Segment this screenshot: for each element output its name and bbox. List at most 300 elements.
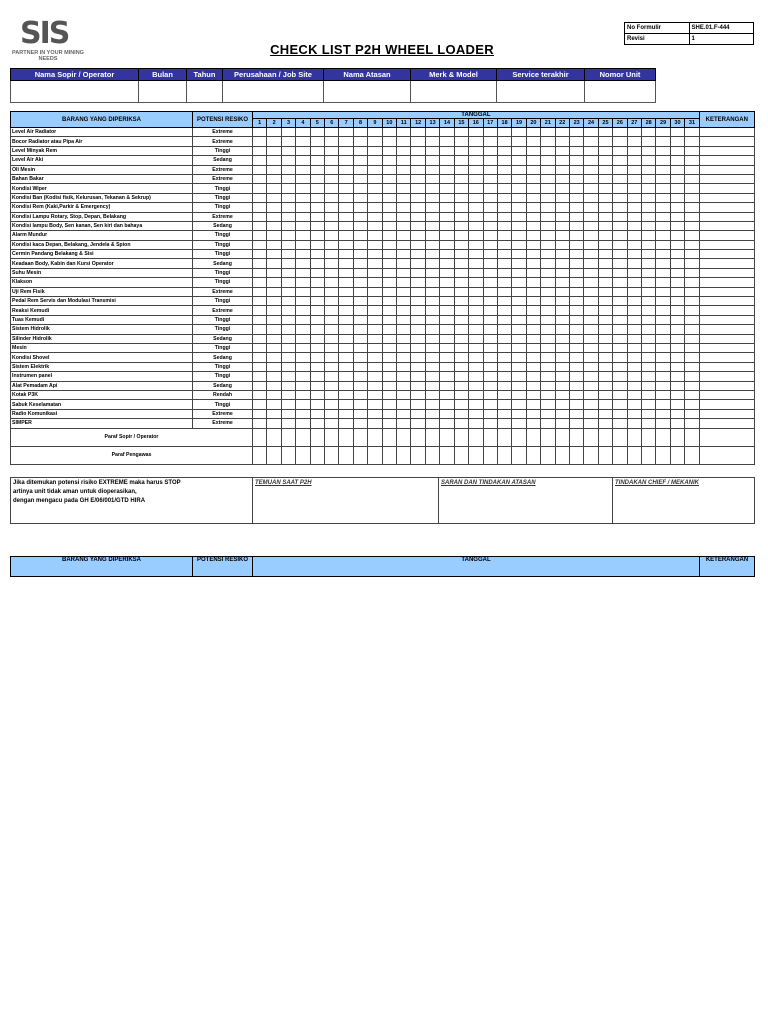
date-cell[interactable]	[656, 428, 670, 446]
date-cell[interactable]	[685, 419, 700, 428]
date-cell[interactable]	[382, 240, 396, 249]
date-cell[interactable]	[469, 231, 483, 240]
date-cell[interactable]	[627, 268, 641, 277]
date-cell[interactable]	[598, 203, 612, 212]
date-cell[interactable]	[339, 419, 353, 428]
date-cell[interactable]	[368, 343, 382, 352]
date-cell[interactable]	[526, 137, 540, 146]
date-cell[interactable]	[627, 446, 641, 464]
info-field[interactable]	[324, 81, 411, 103]
date-cell[interactable]	[267, 419, 281, 428]
date-cell[interactable]	[627, 419, 641, 428]
date-cell[interactable]	[411, 390, 425, 399]
date-cell[interactable]	[569, 390, 583, 399]
date-cell[interactable]	[325, 372, 339, 381]
date-cell[interactable]	[584, 362, 598, 371]
date-cell[interactable]	[497, 297, 511, 306]
date-cell[interactable]	[454, 137, 468, 146]
date-cell[interactable]	[325, 428, 339, 446]
date-cell[interactable]	[569, 137, 583, 146]
date-cell[interactable]	[656, 334, 670, 343]
date-cell[interactable]	[296, 231, 310, 240]
date-cell[interactable]	[613, 306, 627, 315]
date-cell[interactable]	[641, 315, 655, 324]
date-cell[interactable]	[584, 409, 598, 418]
date-cell[interactable]	[339, 240, 353, 249]
date-cell[interactable]	[353, 203, 367, 212]
date-cell[interactable]	[267, 446, 281, 464]
date-cell[interactable]	[353, 362, 367, 371]
date-cell[interactable]	[641, 212, 655, 221]
date-cell[interactable]	[368, 400, 382, 409]
date-cell[interactable]	[267, 287, 281, 296]
date-cell[interactable]	[281, 409, 295, 418]
date-cell[interactable]	[382, 353, 396, 362]
date-cell[interactable]	[670, 315, 684, 324]
notes-cell[interactable]	[699, 381, 754, 390]
date-cell[interactable]	[483, 446, 497, 464]
notes-cell[interactable]	[699, 278, 754, 287]
date-cell[interactable]	[670, 165, 684, 174]
date-cell[interactable]	[425, 419, 439, 428]
date-cell[interactable]	[613, 334, 627, 343]
date-cell[interactable]	[598, 400, 612, 409]
date-cell[interactable]	[670, 381, 684, 390]
date-cell[interactable]	[310, 446, 324, 464]
date-cell[interactable]	[382, 203, 396, 212]
date-cell[interactable]	[382, 362, 396, 371]
date-cell[interactable]	[267, 203, 281, 212]
date-cell[interactable]	[310, 306, 324, 315]
date-cell[interactable]	[627, 240, 641, 249]
date-cell[interactable]	[541, 381, 555, 390]
date-cell[interactable]	[670, 419, 684, 428]
date-cell[interactable]	[425, 287, 439, 296]
date-cell[interactable]	[253, 334, 267, 343]
date-cell[interactable]	[584, 184, 598, 193]
date-cell[interactable]	[641, 343, 655, 352]
date-cell[interactable]	[512, 419, 526, 428]
date-cell[interactable]	[483, 409, 497, 418]
date-cell[interactable]	[310, 334, 324, 343]
date-cell[interactable]	[656, 250, 670, 259]
date-cell[interactable]	[454, 193, 468, 202]
date-cell[interactable]	[512, 315, 526, 324]
date-cell[interactable]	[598, 278, 612, 287]
date-cell[interactable]	[483, 381, 497, 390]
date-cell[interactable]	[584, 390, 598, 399]
date-cell[interactable]	[526, 165, 540, 174]
date-cell[interactable]	[670, 278, 684, 287]
date-cell[interactable]	[613, 446, 627, 464]
date-cell[interactable]	[296, 334, 310, 343]
date-cell[interactable]	[353, 372, 367, 381]
date-cell[interactable]	[627, 231, 641, 240]
date-cell[interactable]	[656, 353, 670, 362]
date-cell[interactable]	[353, 259, 367, 268]
date-cell[interactable]	[670, 287, 684, 296]
date-cell[interactable]	[483, 174, 497, 183]
date-cell[interactable]	[339, 287, 353, 296]
date-cell[interactable]	[497, 193, 511, 202]
date-cell[interactable]	[526, 343, 540, 352]
date-cell[interactable]	[411, 343, 425, 352]
date-cell[interactable]	[497, 400, 511, 409]
date-cell[interactable]	[598, 315, 612, 324]
date-cell[interactable]	[397, 287, 411, 296]
date-cell[interactable]	[440, 419, 454, 428]
date-cell[interactable]	[555, 419, 569, 428]
date-cell[interactable]	[382, 165, 396, 174]
date-cell[interactable]	[569, 184, 583, 193]
date-cell[interactable]	[483, 315, 497, 324]
date-cell[interactable]	[425, 250, 439, 259]
date-cell[interactable]	[454, 231, 468, 240]
date-cell[interactable]	[483, 400, 497, 409]
date-cell[interactable]	[296, 184, 310, 193]
date-cell[interactable]	[555, 221, 569, 230]
date-cell[interactable]	[411, 250, 425, 259]
date-cell[interactable]	[584, 128, 598, 137]
date-cell[interactable]	[512, 381, 526, 390]
date-cell[interactable]	[627, 250, 641, 259]
date-cell[interactable]	[325, 409, 339, 418]
notes-cell[interactable]	[699, 174, 754, 183]
date-cell[interactable]	[253, 297, 267, 306]
date-cell[interactable]	[555, 428, 569, 446]
date-cell[interactable]	[382, 334, 396, 343]
date-cell[interactable]	[555, 259, 569, 268]
date-cell[interactable]	[353, 343, 367, 352]
date-cell[interactable]	[310, 278, 324, 287]
date-cell[interactable]	[425, 353, 439, 362]
date-cell[interactable]	[569, 446, 583, 464]
notes-cell[interactable]	[699, 325, 754, 334]
date-cell[interactable]	[353, 240, 367, 249]
date-cell[interactable]	[497, 343, 511, 352]
date-cell[interactable]	[253, 212, 267, 221]
date-cell[interactable]	[411, 156, 425, 165]
date-cell[interactable]	[555, 193, 569, 202]
date-cell[interactable]	[411, 334, 425, 343]
date-cell[interactable]	[541, 428, 555, 446]
date-cell[interactable]	[526, 325, 540, 334]
date-cell[interactable]	[569, 315, 583, 324]
date-cell[interactable]	[411, 362, 425, 371]
date-cell[interactable]	[469, 268, 483, 277]
date-cell[interactable]	[641, 156, 655, 165]
date-cell[interactable]	[584, 306, 598, 315]
date-cell[interactable]	[368, 334, 382, 343]
date-cell[interactable]	[541, 400, 555, 409]
date-cell[interactable]	[497, 390, 511, 399]
date-cell[interactable]	[253, 184, 267, 193]
date-cell[interactable]	[353, 297, 367, 306]
date-cell[interactable]	[425, 268, 439, 277]
date-cell[interactable]	[469, 278, 483, 287]
date-cell[interactable]	[353, 212, 367, 221]
date-cell[interactable]	[512, 268, 526, 277]
date-cell[interactable]	[454, 287, 468, 296]
date-cell[interactable]	[440, 334, 454, 343]
date-cell[interactable]	[267, 306, 281, 315]
date-cell[interactable]	[541, 343, 555, 352]
date-cell[interactable]	[555, 400, 569, 409]
notes-cell[interactable]	[699, 409, 754, 418]
notes-cell[interactable]	[699, 203, 754, 212]
date-cell[interactable]	[296, 278, 310, 287]
date-cell[interactable]	[281, 231, 295, 240]
date-cell[interactable]	[281, 419, 295, 428]
findings-field[interactable]	[253, 478, 439, 524]
date-cell[interactable]	[541, 212, 555, 221]
date-cell[interactable]	[641, 221, 655, 230]
date-cell[interactable]	[310, 193, 324, 202]
date-cell[interactable]	[598, 419, 612, 428]
date-cell[interactable]	[440, 268, 454, 277]
date-cell[interactable]	[310, 428, 324, 446]
date-cell[interactable]	[454, 259, 468, 268]
date-cell[interactable]	[584, 212, 598, 221]
date-cell[interactable]	[569, 128, 583, 137]
date-cell[interactable]	[397, 315, 411, 324]
date-cell[interactable]	[656, 128, 670, 137]
date-cell[interactable]	[483, 419, 497, 428]
date-cell[interactable]	[526, 409, 540, 418]
date-cell[interactable]	[598, 297, 612, 306]
notes-cell[interactable]	[699, 184, 754, 193]
date-cell[interactable]	[397, 446, 411, 464]
date-cell[interactable]	[397, 334, 411, 343]
date-cell[interactable]	[598, 137, 612, 146]
date-cell[interactable]	[483, 268, 497, 277]
date-cell[interactable]	[353, 165, 367, 174]
date-cell[interactable]	[267, 268, 281, 277]
date-cell[interactable]	[656, 174, 670, 183]
date-cell[interactable]	[656, 419, 670, 428]
date-cell[interactable]	[469, 446, 483, 464]
date-cell[interactable]	[296, 221, 310, 230]
date-cell[interactable]	[325, 362, 339, 371]
date-cell[interactable]	[368, 250, 382, 259]
date-cell[interactable]	[656, 372, 670, 381]
date-cell[interactable]	[425, 156, 439, 165]
date-cell[interactable]	[325, 353, 339, 362]
date-cell[interactable]	[325, 156, 339, 165]
date-cell[interactable]	[382, 428, 396, 446]
date-cell[interactable]	[296, 250, 310, 259]
date-cell[interactable]	[656, 221, 670, 230]
date-cell[interactable]	[483, 203, 497, 212]
date-cell[interactable]	[627, 362, 641, 371]
date-cell[interactable]	[310, 297, 324, 306]
date-cell[interactable]	[281, 193, 295, 202]
date-cell[interactable]	[613, 419, 627, 428]
date-cell[interactable]	[497, 278, 511, 287]
date-cell[interactable]	[440, 193, 454, 202]
date-cell[interactable]	[469, 353, 483, 362]
date-cell[interactable]	[440, 250, 454, 259]
date-cell[interactable]	[641, 240, 655, 249]
date-cell[interactable]	[541, 128, 555, 137]
date-cell[interactable]	[339, 146, 353, 155]
date-cell[interactable]	[512, 278, 526, 287]
date-cell[interactable]	[569, 334, 583, 343]
date-cell[interactable]	[454, 250, 468, 259]
date-cell[interactable]	[325, 250, 339, 259]
date-cell[interactable]	[613, 268, 627, 277]
date-cell[interactable]	[555, 372, 569, 381]
date-cell[interactable]	[296, 362, 310, 371]
date-cell[interactable]	[483, 353, 497, 362]
date-cell[interactable]	[253, 325, 267, 334]
date-cell[interactable]	[310, 315, 324, 324]
date-cell[interactable]	[670, 343, 684, 352]
date-cell[interactable]	[411, 221, 425, 230]
date-cell[interactable]	[281, 325, 295, 334]
date-cell[interactable]	[310, 146, 324, 155]
date-cell[interactable]	[339, 362, 353, 371]
date-cell[interactable]	[512, 193, 526, 202]
date-cell[interactable]	[281, 268, 295, 277]
date-cell[interactable]	[685, 156, 700, 165]
date-cell[interactable]	[411, 419, 425, 428]
date-cell[interactable]	[627, 325, 641, 334]
date-cell[interactable]	[267, 278, 281, 287]
date-cell[interactable]	[469, 297, 483, 306]
date-cell[interactable]	[685, 259, 700, 268]
date-cell[interactable]	[670, 146, 684, 155]
date-cell[interactable]	[368, 419, 382, 428]
date-cell[interactable]	[253, 400, 267, 409]
date-cell[interactable]	[397, 306, 411, 315]
date-cell[interactable]	[541, 306, 555, 315]
date-cell[interactable]	[281, 203, 295, 212]
notes-cell[interactable]	[699, 193, 754, 202]
date-cell[interactable]	[598, 334, 612, 343]
date-cell[interactable]	[253, 287, 267, 296]
date-cell[interactable]	[382, 325, 396, 334]
date-cell[interactable]	[656, 400, 670, 409]
date-cell[interactable]	[584, 343, 598, 352]
date-cell[interactable]	[526, 400, 540, 409]
notes-cell[interactable]	[699, 362, 754, 371]
date-cell[interactable]	[469, 343, 483, 352]
date-cell[interactable]	[281, 146, 295, 155]
date-cell[interactable]	[440, 146, 454, 155]
date-cell[interactable]	[569, 297, 583, 306]
date-cell[interactable]	[296, 203, 310, 212]
date-cell[interactable]	[325, 146, 339, 155]
date-cell[interactable]	[267, 334, 281, 343]
date-cell[interactable]	[296, 343, 310, 352]
date-cell[interactable]	[339, 156, 353, 165]
date-cell[interactable]	[512, 165, 526, 174]
date-cell[interactable]	[253, 409, 267, 418]
date-cell[interactable]	[253, 156, 267, 165]
date-cell[interactable]	[281, 221, 295, 230]
date-cell[interactable]	[411, 353, 425, 362]
date-cell[interactable]	[584, 297, 598, 306]
date-cell[interactable]	[382, 287, 396, 296]
date-cell[interactable]	[569, 268, 583, 277]
date-cell[interactable]	[555, 156, 569, 165]
date-cell[interactable]	[267, 343, 281, 352]
date-cell[interactable]	[598, 268, 612, 277]
date-cell[interactable]	[613, 221, 627, 230]
date-cell[interactable]	[440, 400, 454, 409]
date-cell[interactable]	[397, 212, 411, 221]
date-cell[interactable]	[555, 128, 569, 137]
date-cell[interactable]	[353, 428, 367, 446]
date-cell[interactable]	[670, 221, 684, 230]
date-cell[interactable]	[440, 287, 454, 296]
date-cell[interactable]	[469, 128, 483, 137]
date-cell[interactable]	[627, 221, 641, 230]
date-cell[interactable]	[483, 343, 497, 352]
date-cell[interactable]	[397, 400, 411, 409]
date-cell[interactable]	[382, 343, 396, 352]
date-cell[interactable]	[641, 287, 655, 296]
date-cell[interactable]	[569, 372, 583, 381]
notes-cell[interactable]	[699, 221, 754, 230]
date-cell[interactable]	[267, 212, 281, 221]
date-cell[interactable]	[555, 390, 569, 399]
date-cell[interactable]	[325, 231, 339, 240]
date-cell[interactable]	[598, 240, 612, 249]
date-cell[interactable]	[397, 372, 411, 381]
notes-cell[interactable]	[699, 343, 754, 352]
date-cell[interactable]	[339, 137, 353, 146]
date-cell[interactable]	[325, 193, 339, 202]
date-cell[interactable]	[368, 221, 382, 230]
date-cell[interactable]	[670, 156, 684, 165]
date-cell[interactable]	[641, 446, 655, 464]
date-cell[interactable]	[382, 259, 396, 268]
date-cell[interactable]	[368, 212, 382, 221]
date-cell[interactable]	[512, 343, 526, 352]
date-cell[interactable]	[296, 259, 310, 268]
date-cell[interactable]	[454, 372, 468, 381]
date-cell[interactable]	[253, 343, 267, 352]
date-cell[interactable]	[541, 184, 555, 193]
date-cell[interactable]	[310, 137, 324, 146]
date-cell[interactable]	[253, 428, 267, 446]
date-cell[interactable]	[555, 212, 569, 221]
date-cell[interactable]	[454, 315, 468, 324]
date-cell[interactable]	[685, 315, 700, 324]
notes-cell[interactable]	[699, 240, 754, 249]
date-cell[interactable]	[469, 390, 483, 399]
date-cell[interactable]	[670, 203, 684, 212]
date-cell[interactable]	[656, 315, 670, 324]
date-cell[interactable]	[281, 128, 295, 137]
date-cell[interactable]	[641, 428, 655, 446]
date-cell[interactable]	[267, 128, 281, 137]
date-cell[interactable]	[685, 400, 700, 409]
date-cell[interactable]	[469, 193, 483, 202]
date-cell[interactable]	[281, 390, 295, 399]
date-cell[interactable]	[296, 372, 310, 381]
date-cell[interactable]	[526, 128, 540, 137]
date-cell[interactable]	[425, 146, 439, 155]
date-cell[interactable]	[497, 128, 511, 137]
date-cell[interactable]	[325, 259, 339, 268]
date-cell[interactable]	[627, 353, 641, 362]
date-cell[interactable]	[569, 165, 583, 174]
date-cell[interactable]	[526, 334, 540, 343]
date-cell[interactable]	[641, 325, 655, 334]
